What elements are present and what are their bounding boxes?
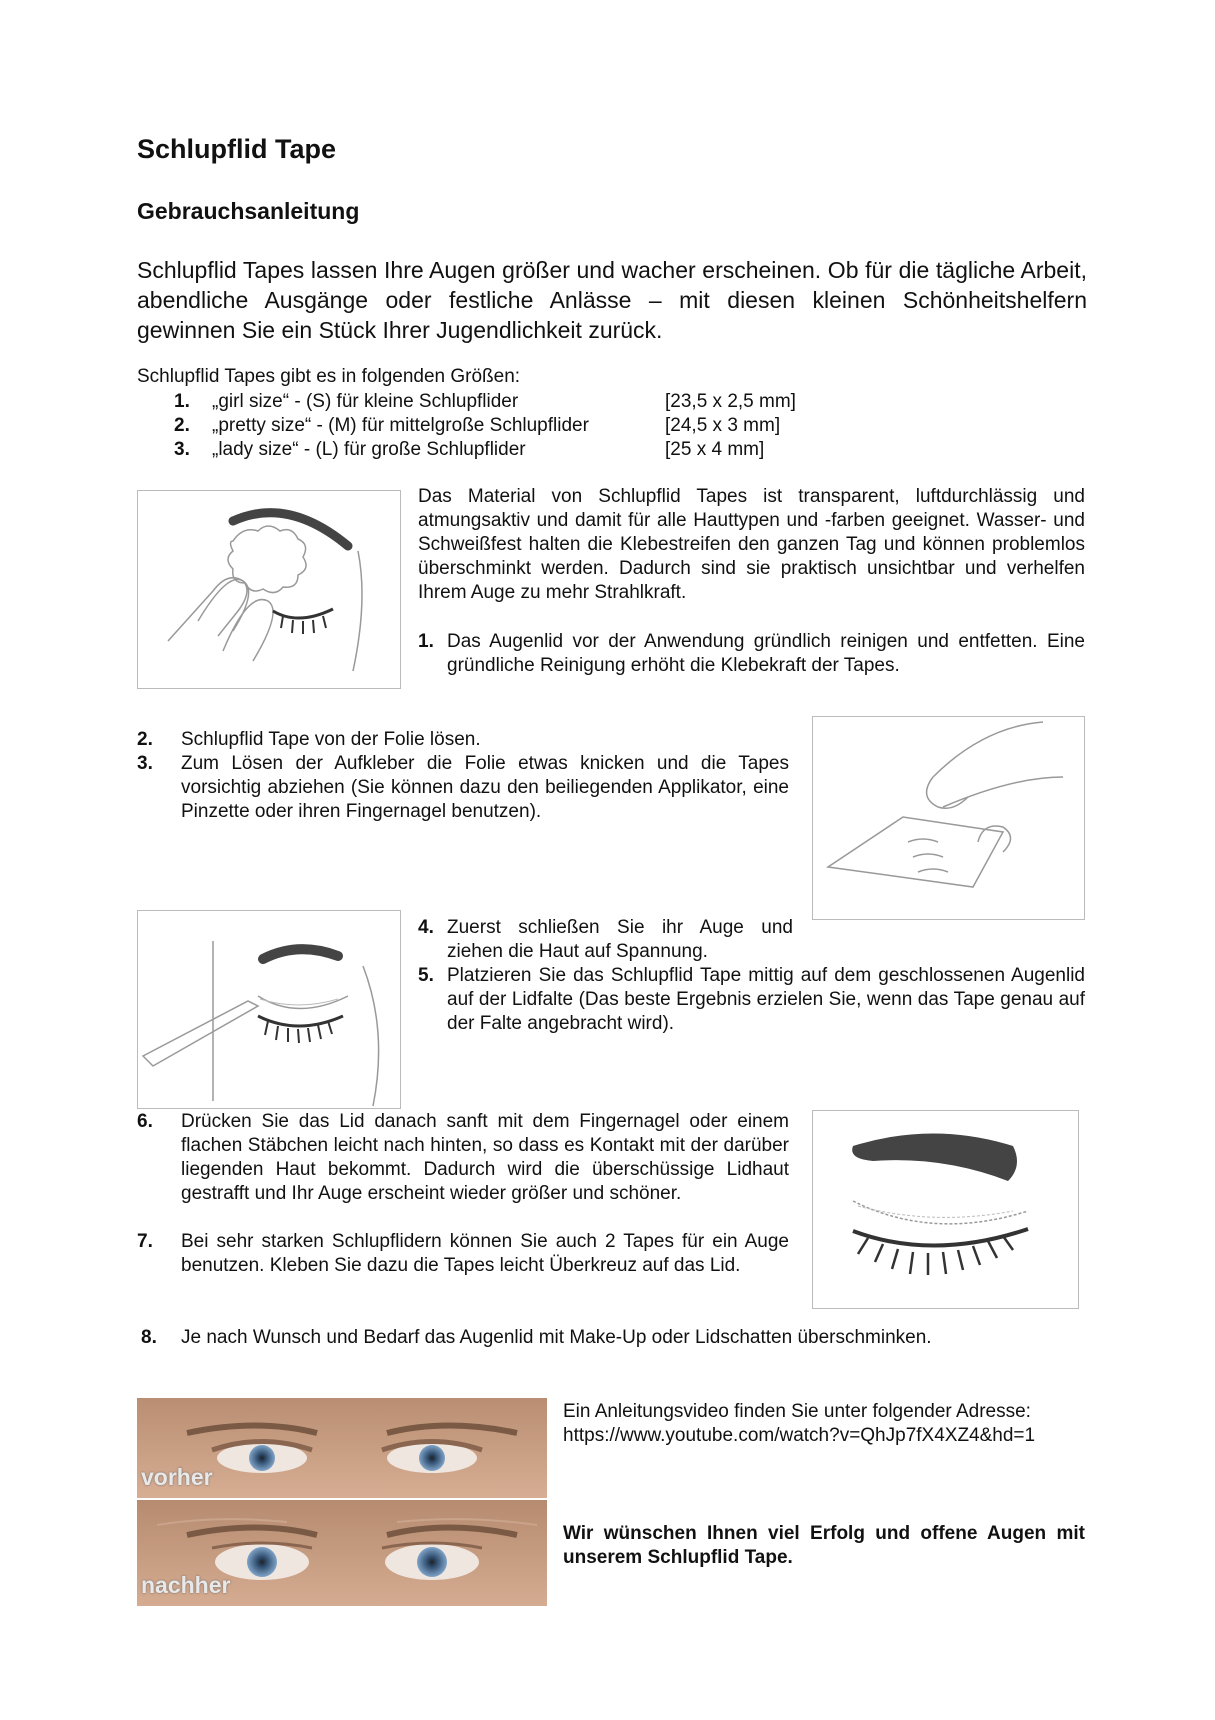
before-photo <box>137 1398 547 1498</box>
sizes-heading: Schlupflid Tapes gibt es in folgenden Größen: <box>137 366 521 387</box>
step-number: 8. <box>141 1327 157 1348</box>
step-item <box>418 630 1085 678</box>
step-text: Je nach Wunsch und Bedarf das Augenlid mit Make-Up oder Lidschatten überschminken. <box>181 1327 932 1348</box>
step-item <box>418 916 793 964</box>
step-item <box>418 964 1085 1036</box>
page-title: Schlupflid Tape <box>137 134 337 164</box>
size-number: 2. <box>174 415 190 436</box>
step-item <box>137 1230 789 1278</box>
step-number: 5. <box>418 965 434 986</box>
step-number: 1. <box>418 631 434 652</box>
result-illustration <box>812 1110 1079 1309</box>
step-text: Drücken Sie das Lid danach sanft mit dem Fingernagel oder einem flachen Stäbchen leicht nach hinten, so dass es Kontakt mit der darüber liegenden Haut bekommt. Dadurch wird die überschüssige Lidhaut gestrafft und Ihr Auge erscheint wieder größer und schöner. <box>181 1111 789 1204</box>
step-item <box>137 728 789 752</box>
cleaning-drawing <box>138 491 400 688</box>
intro-paragraph: Schlupflid Tapes lassen Ihre Augen größer und wacher erscheinen. Ob für die tägliche Arbeit, abendliche Ausgänge oder festliche Anlässe – mit diesen kleinen Schönheitshelfern gewinnen Sie ein Stück Ihrer Jugendlichkeit zurück. <box>137 257 1087 343</box>
size-dimension: [25 x 4 mm] <box>665 439 765 460</box>
applying-illustration <box>137 910 401 1109</box>
size-item <box>137 439 837 463</box>
peeling-illustration <box>812 716 1085 920</box>
step-item <box>141 1326 1091 1350</box>
step-number: 6. <box>137 1111 153 1132</box>
size-number: 3. <box>174 439 190 460</box>
cleaning-illustration <box>137 490 401 689</box>
step-text: Zuerst schließen Sie ihr Auge und ziehen die Haut auf Spannung. <box>447 917 793 962</box>
step-number: 3. <box>137 753 153 774</box>
peeling-drawing <box>813 717 1084 919</box>
size-item <box>137 391 837 415</box>
size-label: „lady size“ - (L) für große Schlupflider <box>212 439 526 460</box>
after-caption: nachher <box>141 1572 231 1598</box>
size-dimension: [24,5 x 3 mm] <box>665 415 781 436</box>
size-label: „girl size“ - (S) für kleine Schlupflider <box>212 391 519 412</box>
step-number: 7. <box>137 1231 153 1252</box>
video-text: Ein Anleitungsvideo finden Sie unter folgender Adresse: <box>563 1401 1031 1422</box>
size-dimension: [23,5 x 2,5 mm] <box>665 391 796 412</box>
step-number: 4. <box>418 917 434 938</box>
material-paragraph: Das Material von Schlupflid Tapes ist transparent, luftdurchlässig und atmungsaktiv und damit für alle Hauttypen und -farben geeignet. Wasser- und Schweißfest halten die Klebestreifen den ganzen Tag und können problemlos überschminkt werden. Dadurch sind sie praktisch unsichtbar und verhelfen Ihrem Auge zu mehr Strahlkraft. <box>418 486 1085 603</box>
size-label: „pretty size“ - (M) für mittelgroße Schlupflider <box>212 415 589 436</box>
before-caption: vorher <box>141 1464 213 1490</box>
video-url[interactable]: https://www.youtube.com/watch?v=QhJp7fX4XZ4&hd=1 <box>563 1425 1036 1446</box>
step-text: Schlupflid Tape von der Folie lösen. <box>181 729 481 750</box>
closing-message: Wir wünschen Ihnen viel Erfolg und offene Augen mit unserem Schlupflid Tape. <box>563 1523 1085 1568</box>
step-item <box>137 1110 789 1206</box>
step-number: 2. <box>137 729 153 750</box>
step-item <box>137 752 789 824</box>
step-text: Zum Lösen der Aufkleber die Folie etwas knicken und die Tapes vorsichtig abziehen (Sie können dazu den beiliegenden Applikator, eine Pinzette oder ihren Fingernagel benutzen). <box>181 753 789 822</box>
result-drawing <box>813 1111 1078 1308</box>
step-text: Platzieren Sie das Schlupflid Tape mittig auf dem geschlossenen Augenlid auf der Lidfalte (Das beste Ergebnis erzielen Sie, wenn das Tape genau auf der Falte angebracht wird). <box>447 965 1085 1034</box>
applying-drawing <box>138 911 400 1108</box>
size-number: 1. <box>174 391 190 412</box>
page-subtitle: Gebrauchsanleitung <box>137 198 360 224</box>
step-text: Bei sehr starken Schlupflidern können Sie auch 2 Tapes für ein Auge benutzen. Kleben Sie dazu die Tapes leicht Überkreuz auf das Lid. <box>181 1231 789 1276</box>
sizes-list <box>137 391 837 463</box>
step-text: Das Augenlid vor der Anwendung gründlich reinigen und entfetten. Eine gründliche Reinigung erhöht die Klebekraft der Tapes. <box>447 631 1085 676</box>
video-section <box>563 1400 1035 1448</box>
size-item <box>137 415 837 439</box>
after-photo <box>137 1500 547 1606</box>
